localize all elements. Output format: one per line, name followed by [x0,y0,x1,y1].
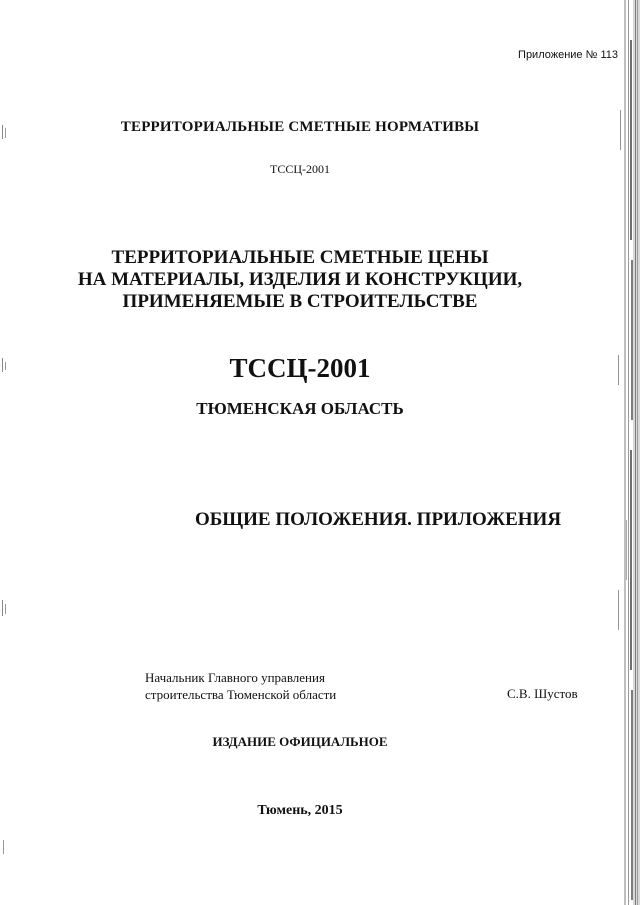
scan-edge-artifact [600,0,640,905]
edition-label: ИЗДАНИЕ ОФИЦИАЛЬНОЕ [212,734,388,749]
code-big: ТССЦ-2001 [229,353,371,383]
region-name: ТЮМЕНСКАЯ ОБЛАСТЬ [196,399,404,418]
main-title-line-2: НА МАТЕРИАЛЫ, ИЗДЕЛИЯ И КОНСТРУКЦИИ, [77,269,523,290]
header-title: ТЕРРИТОРИАЛЬНЫЕ СМЕТНЫЕ НОРМАТИВЫ [120,119,480,135]
main-title-line-1: ТЕРРИТОРИАЛЬНЫЕ СМЕТНЫЕ ЦЕНЫ [111,247,489,268]
appendix-label: Приложение № 113 [518,49,618,61]
signatory-name: С.В. Шустов [507,686,578,701]
code-small: ТССЦ-2001 [270,162,330,176]
signatory-position [145,669,336,703]
main-title [0,247,620,313]
place-year: Тюмень, 2015 [257,803,343,818]
main-title-line-3: ПРИМЕНЯЕМЫЕ В СТРОИТЕЛЬСТВЕ [122,291,478,312]
scan-left-artifact [0,0,12,905]
signatory-position-line-2: строительства Тюменской области [145,687,337,702]
signatory-position-line-1: Начальник Главного управления [145,670,325,685]
section-title: ОБЩИЕ ПОЛОЖЕНИЯ. ПРИЛОЖЕНИЯ [194,509,562,530]
